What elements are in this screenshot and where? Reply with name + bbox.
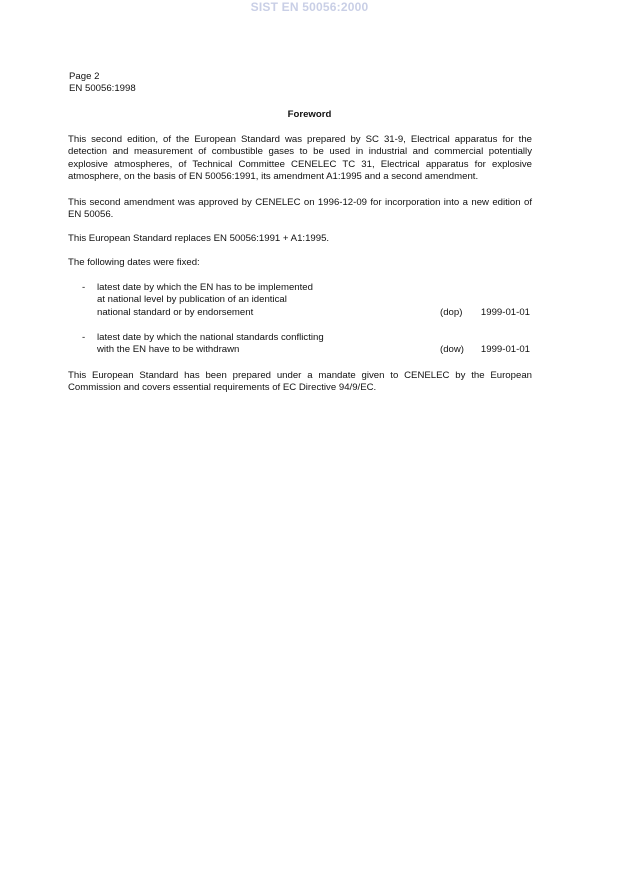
- page-header: [69, 71, 136, 95]
- date-abbreviation: (dop): [440, 306, 463, 318]
- date-item-text: [97, 282, 427, 319]
- date-item-line: at national level by publication of an identical: [97, 294, 287, 306]
- date-value: 1999-01-01: [480, 344, 530, 356]
- date-value: 1999-01-01: [480, 306, 530, 318]
- page-label: Page 2: [69, 71, 100, 82]
- paragraph-dates-intro: The following dates were fixed:: [68, 257, 200, 268]
- list-dash: -: [82, 282, 86, 293]
- watermark: SIST EN 50056:2000: [250, 0, 369, 14]
- date-abbreviation: (dow): [440, 344, 464, 356]
- paragraph-edition: This second edition, of the European Standard was prepared by SC 31-9, Electrical apparatus for the detection and measurement of combustible gases to be used in industrial and commercial potentially explosive atmospheres, of Technical Committee CENELEC TC 31, Electrical apparatus for explosive atmosphere, on the basis of EN 50056:1991, its amendment A1:1995 and a second amendment.: [68, 134, 532, 182]
- paragraph-replaces: This European Standard replaces EN 50056:1991 + A1:1995.: [68, 233, 330, 244]
- paragraph-amendment: This second amendment was approved by CENELEC on 1996-12-09 for incorporation into a new edition of EN 50056.: [68, 197, 532, 221]
- date-item-line: latest date by which the national standards conflicting: [97, 332, 324, 343]
- document-reference: EN 50056:1998: [69, 83, 136, 94]
- date-item-text: [97, 332, 427, 357]
- date-item-line: latest date by which the EN has to be implemented: [97, 282, 313, 293]
- date-item-line: with the EN have to be withdrawn: [97, 344, 240, 356]
- list-dash: -: [82, 332, 86, 343]
- date-item-line: national standard or by endorsement: [97, 306, 254, 318]
- paragraph-mandate: This European Standard has been prepared under a mandate given to CENELEC by the European Commission and covers essential requirements of EC Directive 94/9/EC.: [68, 370, 532, 394]
- section-title: Foreword: [287, 109, 332, 120]
